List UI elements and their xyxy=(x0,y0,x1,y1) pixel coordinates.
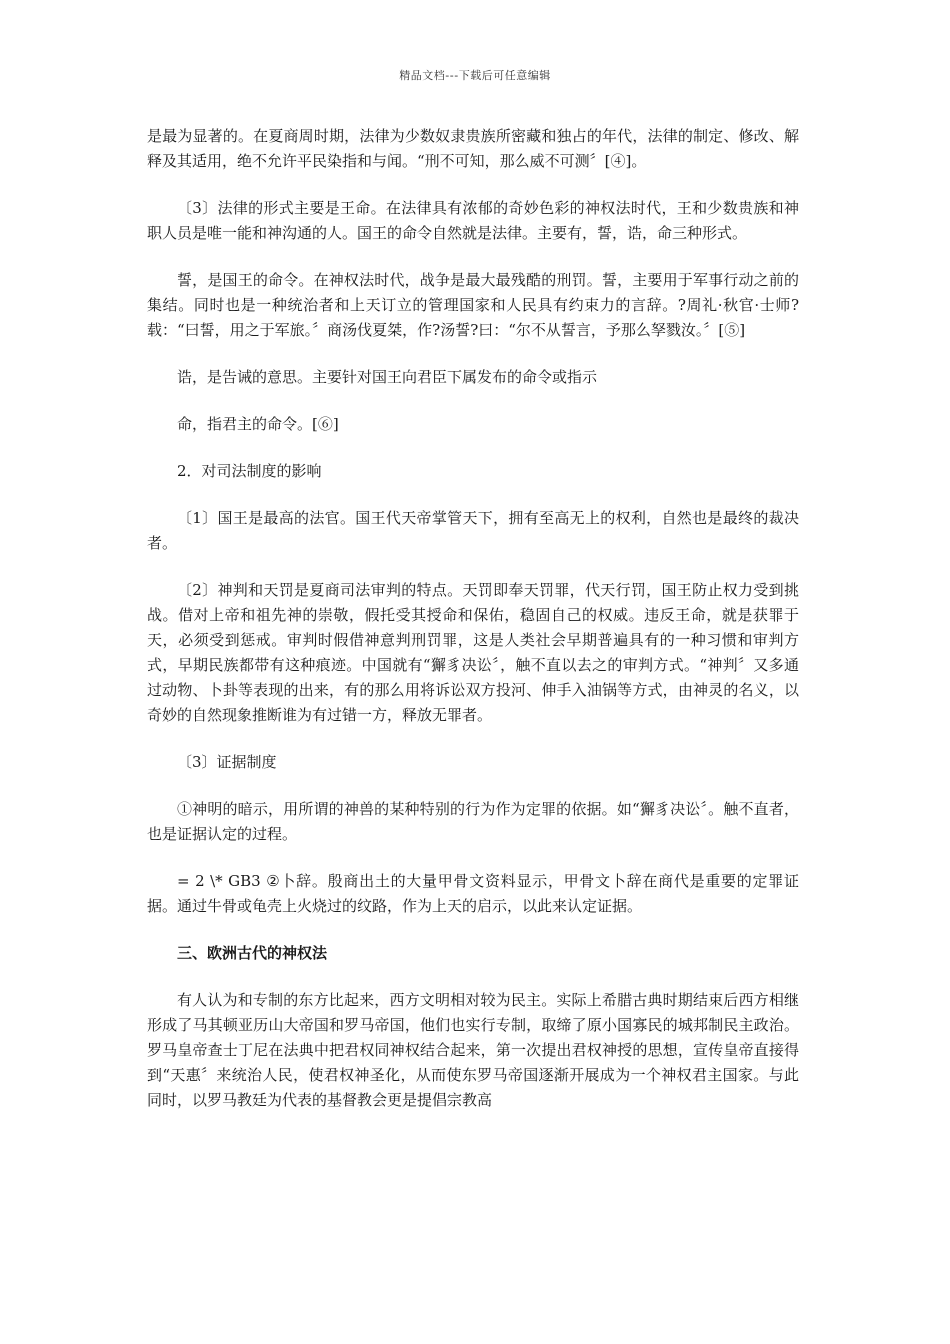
paragraph-2: 〔3〕法律的形式主要是王命。在法律具有浓郁的奇妙色彩的神权法时代，王和少数贵族和神职人员是唯一能和神沟通的人。国王的命令自然就是法律。主要有，誓，诰，命三种形式。 xyxy=(147,199,799,242)
paragraph-8: 〔2〕神判和天罚是夏商司法审判的特点。天罚即奉天罚罪，代天行罚，国王防止权力受到挑战。借对上帝和祖先神的崇敬，假托受其授命和保佑，稳固自己的权威。违反王命，就是获罪于天，必须受到惩戒。审判时假借神意判刑罚罪，这是人类社会早期普遍具有的一种习惯和审判方式，早期民族都带有这种痕迹。中国就有“獬豸决讼〞，触不直以去之的审判方式。“神判〞又多通过动物、卜卦等表现的出来，有的那么用将诉讼双方投河、伸手入油锅等方式，由神灵的名义，以奇妙的自然现象推断谁为有过错一方，释放无罪者。 xyxy=(147,581,799,724)
paragraph-7: 〔1〕国王是最高的法官。国王代天帝掌管天下，拥有至高无上的权利，自然也是最终的裁决者。 xyxy=(147,509,799,552)
document-body xyxy=(147,124,799,1135)
paragraph-5: 命，指君主的命令。[⑥] xyxy=(177,415,339,433)
paragraph-9: 〔3〕证据制度 xyxy=(177,753,277,771)
section-heading-2: 2．对司法制度的影响 xyxy=(177,462,322,480)
paragraph-3: 誓，是国王的命令。在神权法时代，战争是最大最残酷的刑罚。誓，主要用于军事行动之前的集结。同时也是一种统治者和上天订立的管理国家和人民具有约束力的言辞。?周礼·秋官·士师?载：“曰誓，用之于军旅。〞商汤伐夏桀，作?汤誓?曰：“尔不从誓言，予那么孥戮汝。〞[⑤] xyxy=(147,271,799,339)
paragraph-11: = 2 \* GB3 ②卜辞。殷商出土的大量甲骨文资料显示，甲骨文卜辞在商代是重要的定罪证据。通过牛骨或龟壳上火烧过的纹路，作为上天的启示，以此来认定证据。 xyxy=(147,872,799,915)
section-heading-3: 三、欧洲古代的神权法 xyxy=(177,944,328,962)
paragraph-10: ①神明的暗示，用所谓的神兽的某种特别的行为作为定罪的依据。如“獬豸决讼〞。触不直者，也是证据认定的过程。 xyxy=(147,800,799,843)
paragraph-13: 有人认为和专制的东方比起来，西方文明相对较为民主。实际上希腊古典时期结束后西方相继形成了马其顿亚历山大帝国和罗马帝国，他们也实行专制，取缔了原小国寡民的城邦制民主政治。罗马皇帝查士丁尼在法典中把君权同神权结合起来，第一次提出君权神授的思想，宣传皇帝直接得到“天惠〞来统治人民，使君权神圣化，从而使东罗马帝国逐渐开展成为一个神权君主国家。与此同时，以罗马教廷为代表的基督教会更是提倡宗教高 xyxy=(147,991,799,1109)
page-header: 精品文档---下载后可任意编辑 xyxy=(399,69,551,82)
paragraph-1: 是最为显著的。在夏商周时期，法律为少数奴隶贵族所密藏和独占的年代，法律的制定、修改、解释及其适用，绝不允许平民染指和与闻。“刑不可知，那么威不可测〞[④]。 xyxy=(147,127,799,170)
paragraph-4: 诰，是告诫的意思。主要针对国王向君臣下属发布的命令或指示 xyxy=(177,368,598,386)
